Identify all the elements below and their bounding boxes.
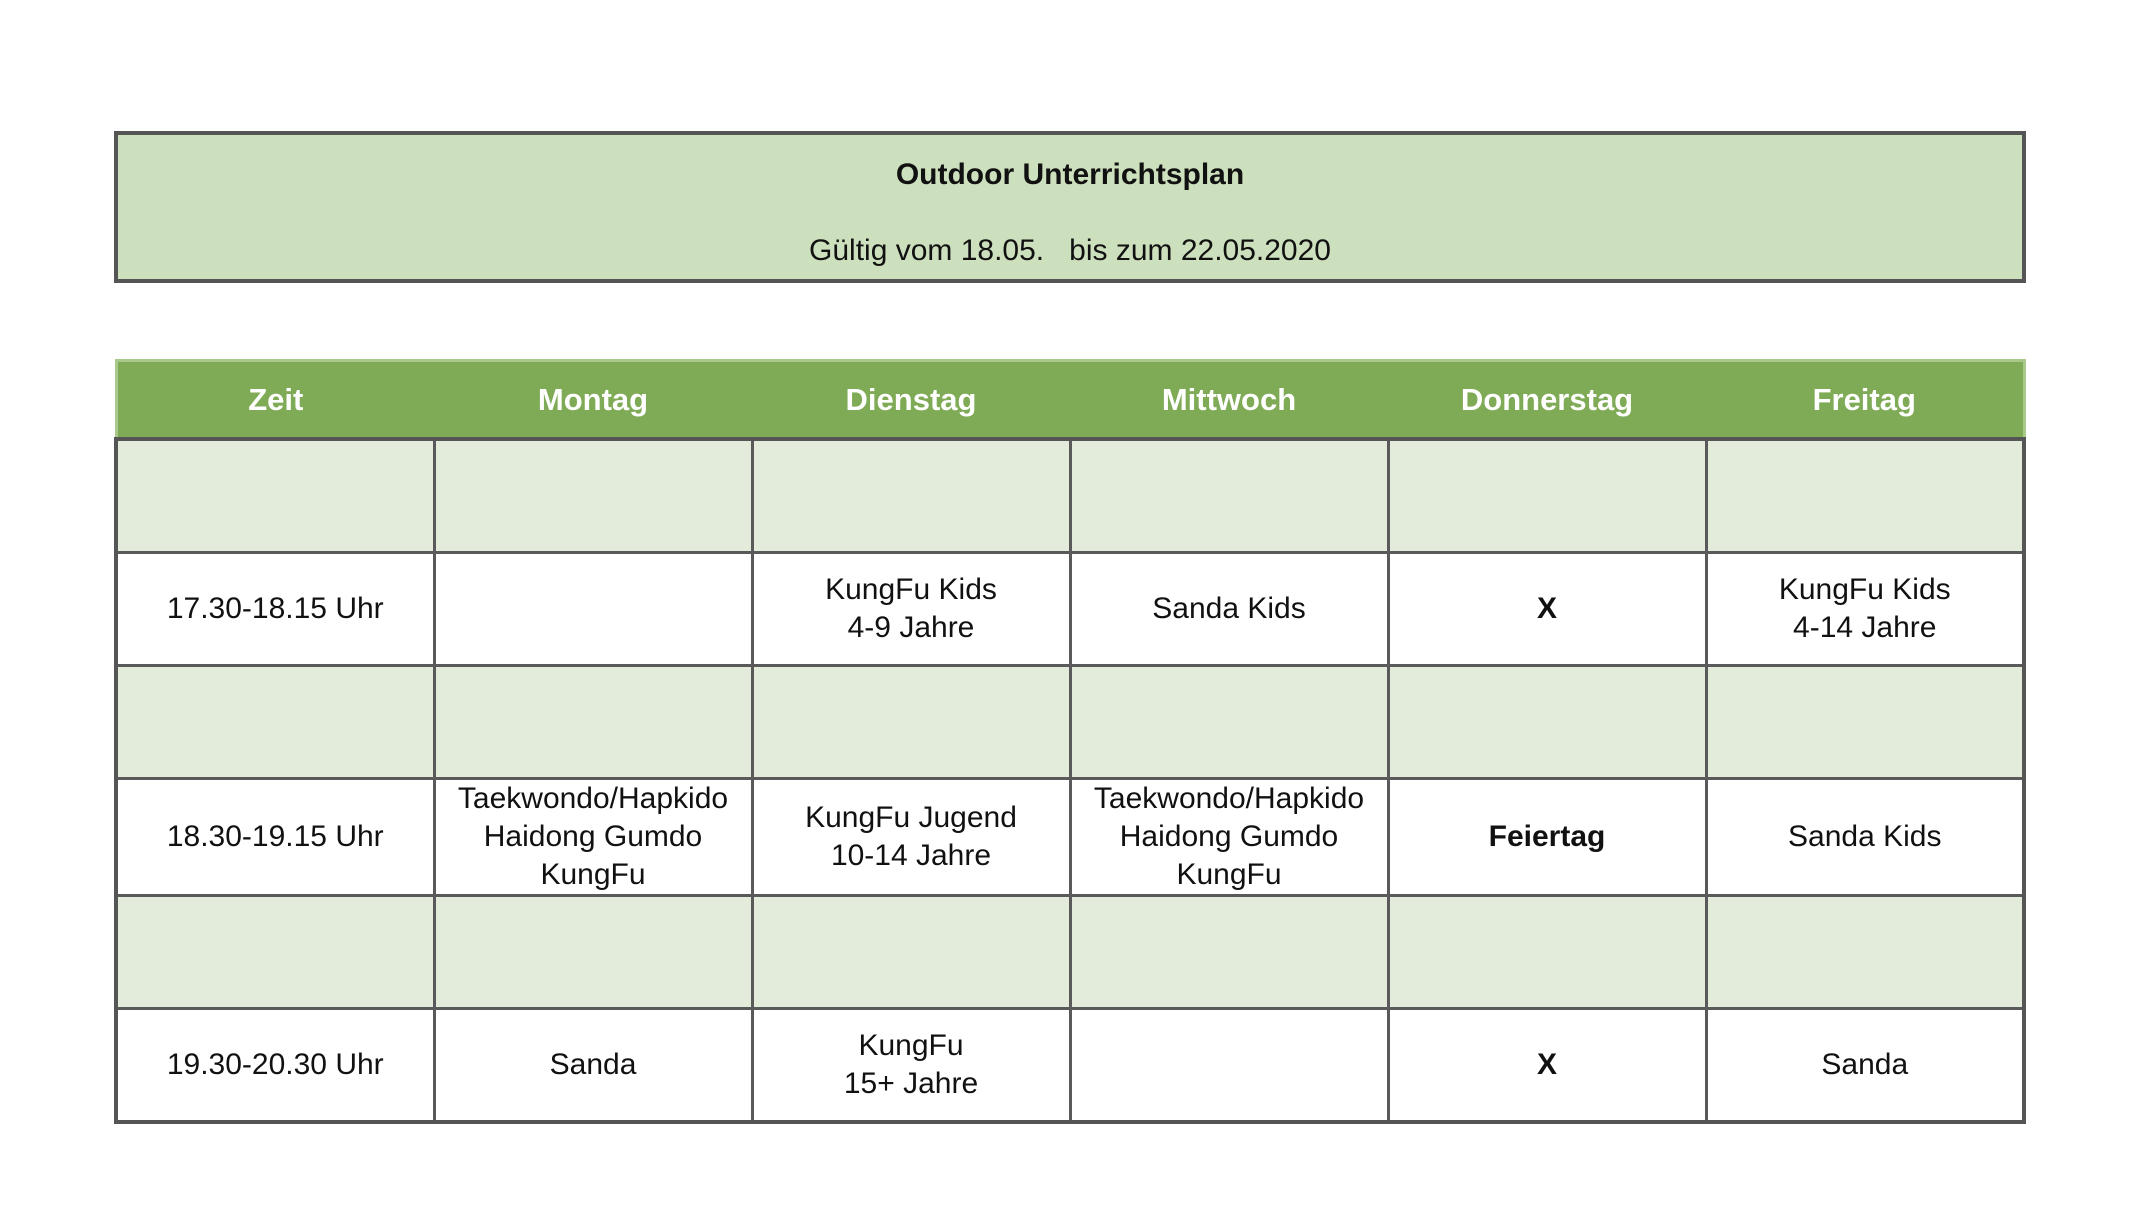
- table-cell: [434, 666, 752, 779]
- table-cell: [434, 553, 752, 666]
- table-row-spacer: [116, 896, 2024, 1009]
- table-cell: X: [1388, 1009, 1706, 1123]
- table-cell: [1070, 666, 1388, 779]
- page-title: Outdoor Unterrichtsplan: [895, 158, 1245, 191]
- table-cell: [1070, 439, 1388, 553]
- column-header-donnerstag: Donnerstag: [1388, 361, 1706, 440]
- table-cell: [1706, 666, 2024, 779]
- table-cell: [1388, 666, 1706, 779]
- time-cell: 17.30-18.15 Uhr: [116, 553, 434, 666]
- table-cell: Taekwondo/Hapkido Haidong Gumdo KungFu: [434, 779, 752, 896]
- table-cell: [116, 666, 434, 779]
- table-cell: [116, 439, 434, 553]
- table-cell: [1706, 439, 2024, 553]
- header-row: [116, 361, 2024, 440]
- column-header-mittwoch: Mittwoch: [1070, 361, 1388, 440]
- table-row-spacer: [116, 439, 2024, 553]
- time-cell: 18.30-19.15 Uhr: [116, 779, 434, 896]
- table-cell: [434, 896, 752, 1009]
- table-cell: [1706, 896, 2024, 1009]
- schedule-title-box: [114, 131, 2026, 283]
- table-cell: KungFu Jugend 10-14 Jahre: [752, 779, 1070, 896]
- table-cell: [752, 439, 1070, 553]
- table-cell: [116, 896, 434, 1009]
- table-cell: Sanda Kids: [1706, 779, 2024, 896]
- table-cell: Sanda: [1706, 1009, 2024, 1123]
- table-cell: X: [1388, 553, 1706, 666]
- table-cell: Taekwondo/Hapkido Haidong Gumdo KungFu: [1070, 779, 1388, 896]
- table-cell: [434, 439, 752, 553]
- table-row: [116, 553, 2024, 666]
- time-cell: 19.30-20.30 Uhr: [116, 1009, 434, 1123]
- column-header-dienstag: Dienstag: [752, 361, 1070, 440]
- column-header-zeit: Zeit: [116, 361, 434, 440]
- table-cell: [1388, 439, 1706, 553]
- table-row: [116, 779, 2024, 896]
- table-cell: Feiertag: [1388, 779, 1706, 896]
- table-row: [116, 1009, 2024, 1123]
- table-cell: Sanda Kids: [1070, 553, 1388, 666]
- table-cell: KungFu Kids 4-9 Jahre: [752, 553, 1070, 666]
- column-header-montag: Montag: [434, 361, 752, 440]
- validity-period: Gültig vom 18.05. bis zum 22.05.2020: [809, 234, 1331, 267]
- schedule-table: [114, 359, 2026, 1124]
- table-cell: KungFu Kids 4-14 Jahre: [1706, 553, 2024, 666]
- table-cell: KungFu 15+ Jahre: [752, 1009, 1070, 1123]
- column-header-freitag: Freitag: [1706, 361, 2024, 440]
- table-cell: [1070, 896, 1388, 1009]
- table-cell: [1388, 896, 1706, 1009]
- table-cell: [752, 666, 1070, 779]
- table-cell: [752, 896, 1070, 1009]
- table-cell: [1070, 1009, 1388, 1123]
- table-row-spacer: [116, 666, 2024, 779]
- table-cell: Sanda: [434, 1009, 752, 1123]
